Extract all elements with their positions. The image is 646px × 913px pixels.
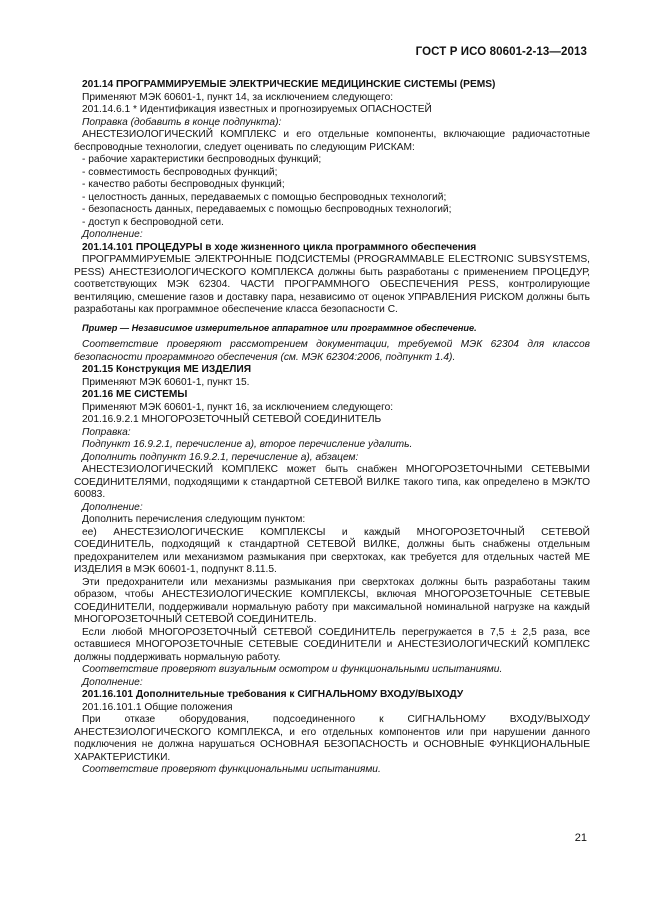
paragraph: - совместимость беспроводных функций; <box>82 166 278 178</box>
paragraph: Поправка (добавить в конце подпункта): <box>82 116 282 128</box>
paragraph: Применяют МЭК 60601-1, пункт 15. <box>82 376 250 388</box>
paragraph: Дополнение: <box>82 501 143 513</box>
paragraph: - рабочие характеристики беспроводных функций; <box>82 154 322 165</box>
paragraph: 201.14 ПРОГРАММИРУЕМЫЕ ЭЛЕКТРИЧЕСКИЕ МЕДИЦИНСКИЕ СИСТЕМЫ (PEMS) <box>82 79 496 90</box>
paragraph: - безопасность данных, передаваемых с помощью беспроводных технологий; <box>82 204 452 215</box>
paragraph: Подпункт 16.9.2.1, перечисление а), второе перечисление удалить. <box>82 439 413 450</box>
paragraph: Если любой МНОГОРОЗЕТОЧНЫЙ СЕТЕВОЙ СОЕДИНИТЕЛЬ перегружается в 7,5 ± 2,5 раза, все оставшиеся МНОГОРОЗЕТОЧНЫЕ СЕТЕВЫЕ СОЕДИНИТЕЛИ и АНЕСТЕЗИОЛОГИЧЕСКИЙ КОМПЛЕКС должны поддерживать нормальную работу. <box>74 626 590 663</box>
paragraph: АНЕСТЕЗИОЛОГИЧЕСКИЙ КОМПЛЕКС может быть снабжен МНОГОРОЗЕТОЧНЫМИ СЕТЕВЫМИ СОЕДИНИТЕЛЯМИ, подходящими к стандартной СЕТЕВОЙ ВИЛКЕ такого типа, как определено в МЭК/ТО 60083. <box>74 464 590 500</box>
paragraph: Дополнить подпункт 16.9.2.1, перечисление а), абзацем: <box>82 451 359 463</box>
paragraph: 201.16.9.2.1 МНОГОРОЗЕТОЧНЫЙ СЕТЕВОЙ СОЕДИНИТЕЛЬ <box>82 414 382 425</box>
paragraph: 201.14.6.1 * Идентификация известных и прогнозируемых ОПАСНОСТЕЙ <box>82 104 432 115</box>
paragraph: - целостность данных, передаваемых с помощью беспроводных технологий; <box>82 191 447 203</box>
paragraph: Применяют МЭК 60601-1, пункт 16, за исключением следующего: <box>82 401 394 413</box>
paragraph: Соответствие проверяют рассмотрением документации, требуемой МЭК 62304 для классов безопасности программного обеспечения (см. МЭК 62304:2006, подпункт 1.4). <box>74 339 590 363</box>
paragraph: 201.14.101 ПРОЦЕДУРЫ в ходе жизненного цикла программного обеспечения <box>82 241 477 253</box>
paragraph: - качество работы беспроводных функций; <box>82 179 285 190</box>
paragraph: 201.16 МЕ СИСТЕМЫ <box>82 389 188 400</box>
document-body <box>74 79 590 777</box>
standard-header: ГОСТ Р ИСО 80601-2-13—2013 <box>415 46 587 58</box>
paragraph: Дополнить перечисления следующим пунктом: <box>82 514 306 525</box>
paragraph: ee) АНЕСТЕЗИОЛОГИЧЕСКИЕ КОМПЛЕКСЫ и каждый МНОГОРОЗЕТОЧНЫЙ СЕТЕВОЙ СОЕДИНИТЕЛЬ, подходящий к стандартной СЕТЕВОЙ ВИЛКЕ, должны быть снабжены отдельным предохранителем или механизмом размыкания при сверхтоках, как требуется для отдельных частей МЕ ИЗДЕЛИЯ в МЭК 60601-1, подпункт 8.11.5. <box>74 526 590 575</box>
paragraph: Пример — Независимое измерительное аппаратное или программное обеспечение. <box>82 322 477 333</box>
paragraph: 201.16.101.1 Общие положения <box>82 701 233 713</box>
paragraph: 201.15 Конструкция МЕ ИЗДЕЛИЯ <box>82 364 252 375</box>
paragraph: 201.16.101 Дополнительные требования к СИГНАЛЬНОМУ ВХОДУ/ВЫХОДУ <box>82 689 464 700</box>
paragraph: - доступ к беспроводной сети. <box>82 216 224 228</box>
paragraph: Дополнение: <box>82 676 143 688</box>
page-number: 21 <box>574 832 587 844</box>
paragraph: Эти предохранители или механизмы размыкания при сверхтоках должны быть разработаны таким образом, чтобы АНЕСТЕЗИОЛОГИЧЕСКИЕ КОМПЛЕКСЫ, включая МНОГОРОЗЕТОЧНЫЕ СЕТЕВЫЕ СОЕДИНИТЕЛИ, поддерживали нормальную работу при максимальной номинальной нагрузке на каждый МНОГОРОЗЕТОЧНЫЙ СЕТЕВОЙ СОЕДИНИТЕЛЬ. <box>74 576 590 625</box>
paragraph: Дополнение: <box>82 229 143 240</box>
paragraph: Соответствие проверяют функциональными испытаниями. <box>82 764 381 775</box>
paragraph: Соответствие проверяют визуальным осмотром и функциональными испытаниями. <box>82 664 503 675</box>
paragraph: АНЕСТЕЗИОЛОГИЧЕСКИЙ КОМПЛЕКС и его отдельные компоненты, включающие радиочастотные беспроводные технологии, следует оценивать по следующим РИСКАМ: <box>74 129 590 153</box>
paragraph: Применяют МЭК 60601-1, пункт 14, за исключением следующего: <box>82 91 394 103</box>
paragraph: Поправка: <box>82 426 131 438</box>
paragraph: При отказе оборудования, подсоединенного к СИГНАЛЬНОМУ ВХОДУ/ВЫХОДУ АНЕСТЕЗИОЛОГИЧЕСКОГО КОМПЛЕКСА, и его отдельных компонентов или при нарушении данного подключения не должна нарушаться ОСНОВНАЯ БЕЗОПАСНОСТЬ и ОСНОВНЫЕ ФУНКЦИОНАЛЬНЫЕ ХАРАКТЕРИСТИКИ. <box>74 714 590 763</box>
paragraph: ПРОГРАММИРУЕМЫЕ ЭЛЕКТРОННЫЕ ПОДСИСТЕМЫ (PROGRAMMABLE ELECTRONIC SUBSYSTEMS, PESS) АНЕСТЕЗИОЛОГИЧЕСКОГО КОМПЛЕКСА должны быть разработаны с применением ПРОЦЕДУР, соответствующих МЭК 62304. ЧАСТИ ПРОГРАММНОГО ОБЕСПЕЧЕНИЯ PESS, контролирующие вентиляцию, смешение газов и доставку пара, независимо от оценок УПРАВЛЕНИЯ РИСКОМ должны быть разработаны как программное обеспечение класса безопасности С. <box>74 254 590 315</box>
